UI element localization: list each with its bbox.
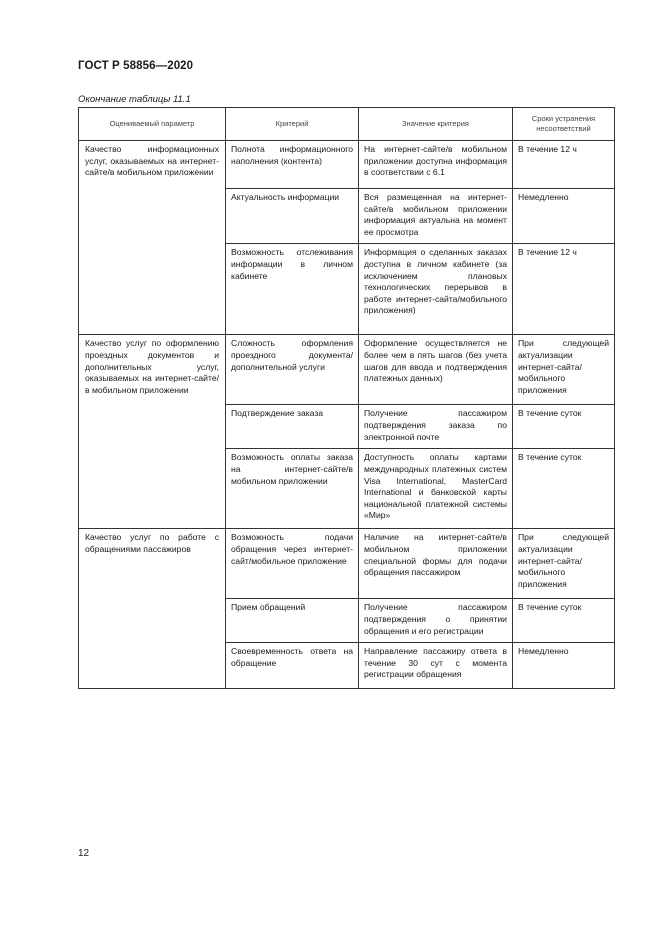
criterion-text: Своевременность ответа на обращение — [231, 646, 353, 668]
value-cell — [359, 189, 513, 244]
criterion-cell — [226, 244, 359, 335]
table-row — [79, 529, 615, 599]
deadline-text: Немедленно — [518, 192, 569, 202]
deadline-cell — [513, 643, 615, 689]
parameter-text: Качество услуг по оформлению проездных документов и дополнительных услуг, оказываемых на интернет-сайте/в мобильном приложении — [85, 338, 219, 395]
criterion-text: Прием обращений — [231, 602, 306, 613]
criterion-text: Полнота информационного наполнения (контента) — [231, 144, 353, 166]
table-row — [79, 141, 615, 189]
value-text: На интернет-сайте/в мобильном приложении доступна информация в соответствии с 6.1 — [364, 144, 507, 178]
criterion-text: Сложность оформления проездного документа/дополнительной услуги — [231, 338, 353, 372]
deadline-text: Немедленно — [518, 646, 569, 657]
value-text: Информация о сделанных заказах доступна в личном кабинете (за исключением плановых технологических перерывов в работе интернет-сайта/мобильного приложения) — [364, 247, 507, 316]
parameter-cell — [79, 529, 226, 689]
criterion-cell — [226, 449, 359, 529]
deadline-text: При следующей актуализации интернет-сайта/мобильного приложения — [518, 532, 609, 589]
value-cell — [359, 141, 513, 189]
criterion-text: Подтверждение заказа — [231, 408, 324, 419]
page-number: 12 — [78, 848, 90, 859]
value-cell — [359, 405, 513, 449]
criterion-cell — [226, 189, 359, 244]
deadline-cell — [513, 449, 615, 529]
column-header-deadline: Сроки устранения несоответствий — [513, 108, 615, 141]
criterion-text: Возможность оплаты заказа на интернет-сайте/в мобильном приложении — [231, 452, 353, 486]
deadline-cell — [513, 335, 615, 405]
deadline-text: В течение суток — [518, 602, 582, 613]
value-text: Доступность оплаты картами международных платежных систем Visa International, MasterCard International и банковской карты национальной платежной системы «Мир» — [364, 452, 507, 521]
criterion-cell — [226, 643, 359, 689]
value-text: Оформление осуществляется не более чем в пять шагов (без учета шагов для ввода и подтверждения платежных данных) — [364, 338, 507, 384]
criterion-cell — [226, 141, 359, 189]
parameter-cell — [79, 141, 226, 335]
value-text: Направление пассажиру ответа в течение 30 сут с момента регистрации обращения — [364, 646, 507, 680]
parameter-text: Качество услуг по работе с обращениями пассажиров — [85, 532, 219, 554]
deadline-cell — [513, 405, 615, 449]
parameter-text: Качество информационных услуг, оказываемых на интернет-сайте/в мобильном приложении — [85, 144, 219, 178]
criterion-text: Актуальность информации — [231, 192, 340, 202]
table-header-row — [79, 108, 615, 141]
value-cell — [359, 335, 513, 405]
parameter-cell — [79, 335, 226, 529]
column-header-parameter: Оцениваемый параметр — [79, 108, 226, 141]
table-caption: Окончание таблицы 11.1 — [78, 94, 191, 105]
criteria-table — [78, 107, 615, 689]
deadline-text: При следующей актуализации интернет-сайта/мобильного приложения — [518, 338, 609, 395]
criterion-cell — [226, 335, 359, 405]
column-header-criterion: Критерий — [226, 108, 359, 141]
table-row — [79, 335, 615, 405]
column-header-value: Значение критерия — [359, 108, 513, 141]
deadline-text: В течение суток — [518, 408, 582, 419]
deadline-text: В течение суток — [518, 452, 582, 463]
deadline-cell — [513, 189, 615, 244]
criterion-cell — [226, 599, 359, 643]
criterion-text: Возможность подачи обращения через интернет-сайт/мобильное приложение — [231, 532, 353, 566]
deadline-cell — [513, 244, 615, 335]
criterion-cell — [226, 405, 359, 449]
value-cell — [359, 643, 513, 689]
deadline-text: В течение 12 ч — [518, 144, 577, 154]
deadline-cell — [513, 599, 615, 643]
value-cell — [359, 599, 513, 643]
deadline-cell — [513, 529, 615, 599]
value-text: Вся размещенная на интернет-сайте/в мобильном приложении информация актуальна на момент ее просмотра — [364, 192, 507, 237]
value-text: Наличие на интернет-сайте/в мобильном приложении специальной формы для подачи обращения пассажиром — [364, 532, 507, 578]
standard-title: ГОСТ Р 58856—2020 — [78, 60, 194, 72]
deadline-text: В течение 12 ч — [518, 247, 577, 258]
value-cell — [359, 244, 513, 335]
value-text: Получение пассажиром подтверждения о принятии обращения и его регистрации — [364, 602, 507, 636]
value-cell — [359, 449, 513, 529]
value-text: Получение пассажиром подтверждения заказа по электронной почте — [364, 408, 507, 442]
value-cell — [359, 529, 513, 599]
deadline-cell — [513, 141, 615, 189]
criterion-cell — [226, 529, 359, 599]
criterion-text: Возможность отслеживания информации в личном кабинете — [231, 247, 353, 281]
